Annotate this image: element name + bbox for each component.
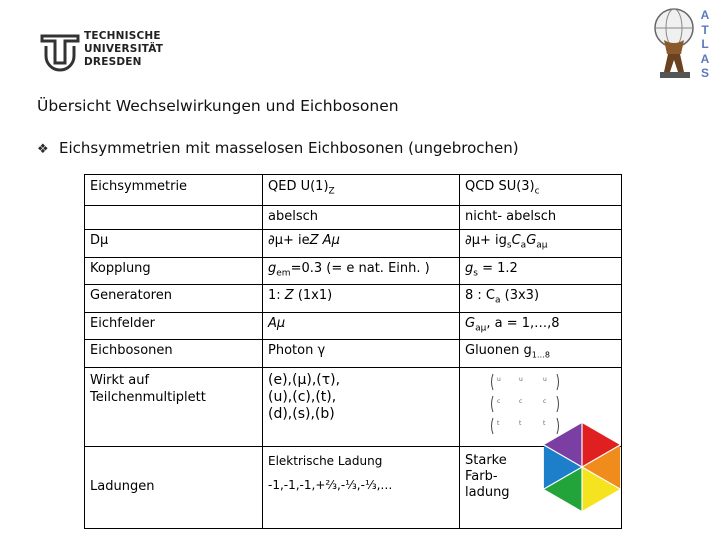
cell: 8 : $C_a$ (3x3) [460, 285, 622, 313]
cell: 1: Z (1x1) [263, 285, 460, 313]
svg-text:u: u [497, 375, 501, 383]
cell: Eichbosonen [85, 340, 263, 368]
atlas-wordmark: A T L A S [700, 8, 710, 80]
cell: Eichsymmetrie [85, 175, 263, 206]
cell: $\partial\mu+ ig_sC_aG_{a\mu}$ [460, 230, 622, 258]
svg-text:c: c [497, 397, 501, 405]
cell: Generatoren [85, 285, 263, 313]
cell: Gluonen $g_{1\dots 8}$ [460, 340, 622, 368]
color-charge-wheel-icon [536, 421, 628, 513]
cell: nicht- abelsch [460, 206, 622, 230]
svg-text:c: c [519, 397, 523, 405]
tu-dresden-emblem-icon [38, 32, 82, 72]
bullet-text: Eichsymmetrien mit masselosen Eichbosonen (ungebrochen) [59, 139, 519, 157]
cell: ∂μ+ ieZ Aμ [263, 230, 460, 258]
tu-dresden-wordmark: TECHNISCHE UNIVERSITÄT DRESDEN [84, 30, 164, 68]
bullet-heading [37, 139, 519, 157]
cell: Photon γ [263, 340, 460, 368]
table-row [85, 285, 622, 313]
cell: Kopplung [85, 257, 263, 285]
table-row [85, 230, 622, 258]
table-row [85, 175, 622, 206]
svg-text:u: u [543, 375, 547, 383]
page-title: Übersicht Wechselwirkungen und Eichbosonen [37, 97, 399, 115]
cell: $g_{em}=0.3$ (= e nat. Einh. ) [263, 257, 460, 285]
cell: QCD $SU(3)_c$ [460, 175, 622, 206]
cell: QED $U(1)_Z$ [263, 175, 460, 206]
cell: Aμ [263, 312, 460, 340]
cell: $G_{a\mu}$, a = 1,…,8 [460, 312, 622, 340]
svg-text:t: t [497, 419, 500, 427]
cell: abelsch [263, 206, 460, 230]
table-row [85, 312, 622, 340]
svg-text:c: c [543, 397, 547, 405]
tu-dresden-logo [38, 24, 168, 74]
diamond-bullet-icon: ❖ [37, 142, 49, 157]
cell: Eichfelder [85, 312, 263, 340]
table-row [85, 257, 622, 285]
svg-text:t: t [543, 419, 546, 427]
cell: Dμ [85, 230, 263, 258]
cell: Ladungen [85, 446, 263, 528]
cell: Elektrische Ladung -1,-1,-1,+⅔,-⅓,-⅓,… [263, 446, 460, 528]
cell: (e),(μ),(τ), (u),(c),(t), (d),(s),(b) [263, 367, 460, 446]
table-row [85, 206, 622, 230]
cell: $g_s = 1.2$ [460, 257, 622, 285]
svg-text:t: t [519, 419, 522, 427]
svg-text:u: u [519, 375, 523, 383]
table-row [85, 340, 622, 368]
cell [85, 206, 263, 230]
atlas-figure-icon [650, 4, 702, 80]
cell: Wirkt auf Teilchenmultiplett [85, 367, 263, 446]
cell: Starke Farb- ladung [460, 446, 622, 528]
